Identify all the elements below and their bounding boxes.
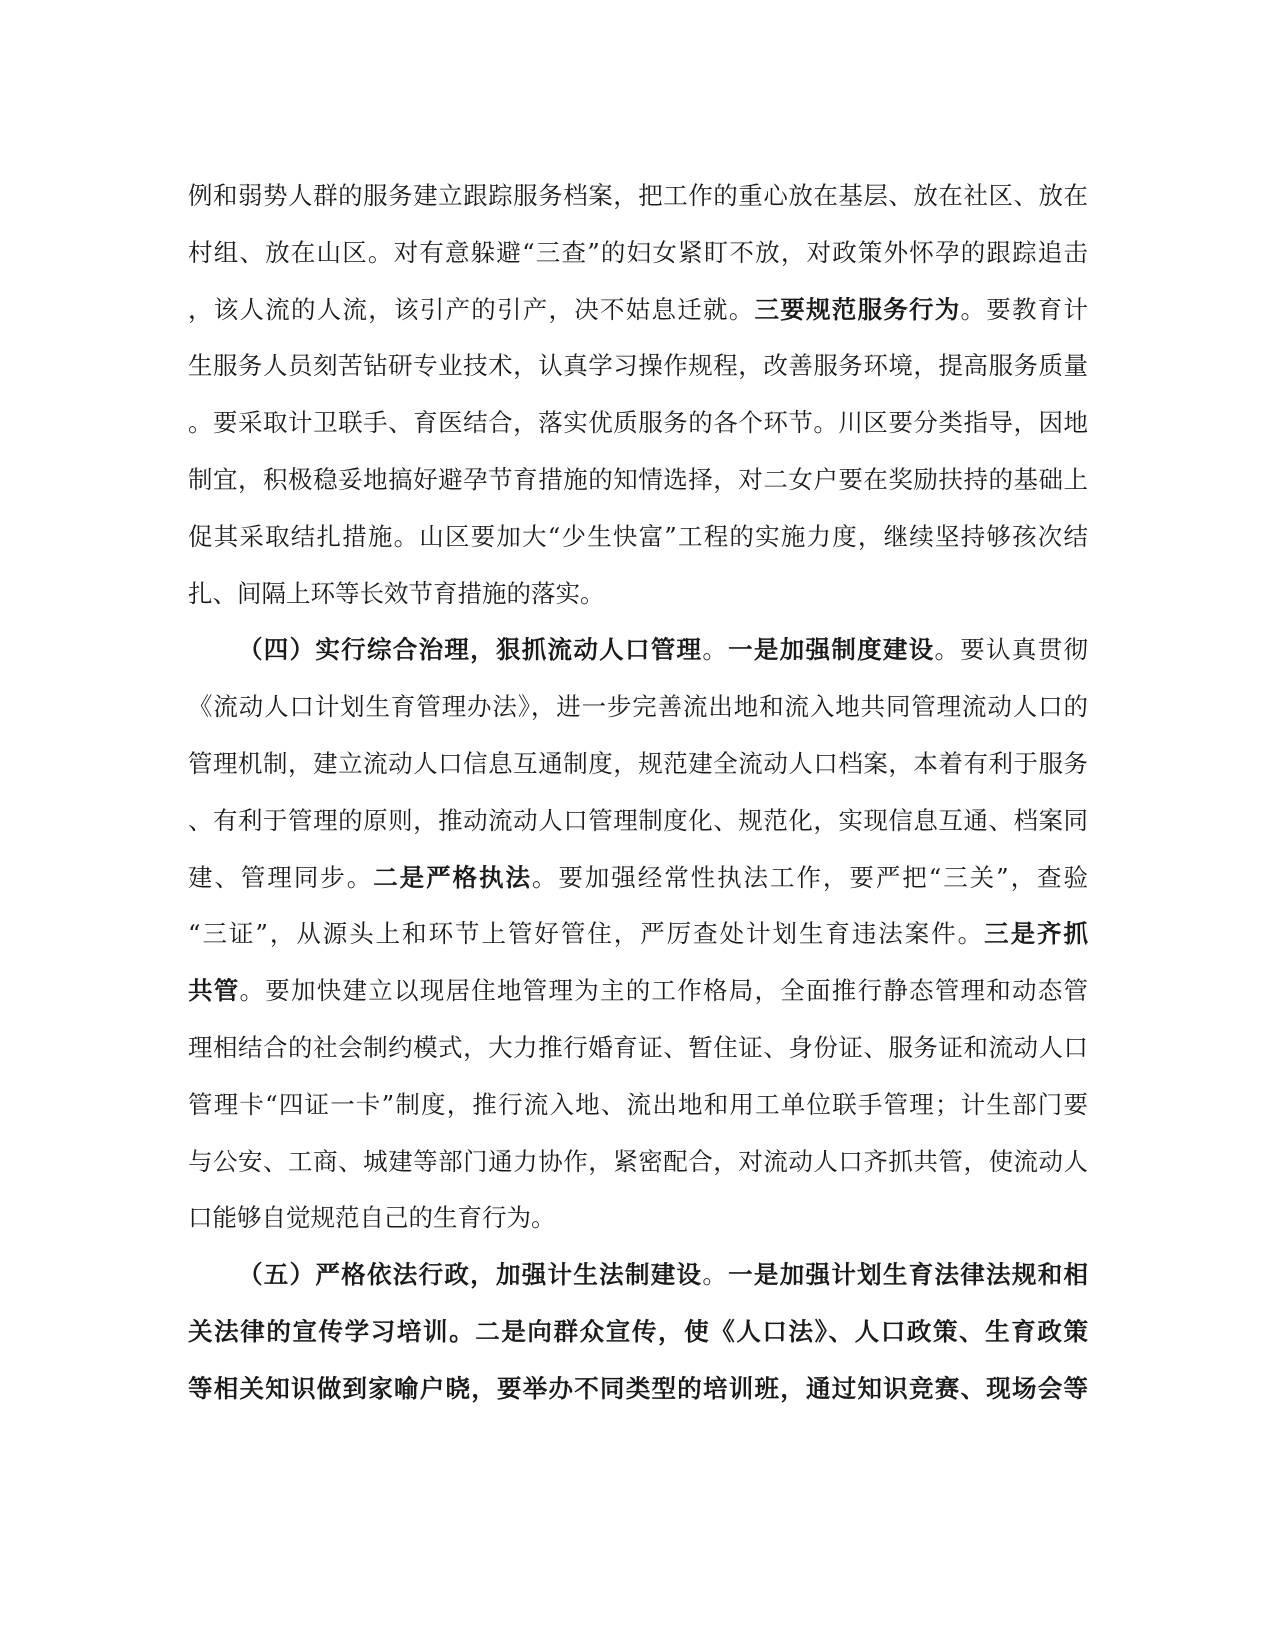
text-segment: 管理机制，建立流动人口信息互通制度，规范建全流动人口档案，本着有利于服务	[188, 748, 1088, 778]
text-segment: 理相结合的社会制约模式，大力推行婚育证、暂住证、身份证、服务证和流动人口	[188, 1032, 1088, 1062]
text-segment: 。要认真贯彻	[934, 635, 1088, 665]
text-segment: 建、管理同步。	[188, 862, 374, 892]
text-segment: “三证”，从源头上和环节上管好管住，严厉查处计划生育违法案件。	[188, 919, 985, 949]
text-line	[188, 1304, 1088, 1361]
text-segment: 扎、间隔上环等长效节育措施的落实。	[188, 578, 605, 608]
text-segment: 。	[702, 635, 729, 665]
text-segment: 口能够自觉规范自己的生育行为。	[188, 1203, 556, 1233]
text-segment: 《流动人口计划生育管理办法》，进一步完善流出地和流入地共同管理流动人口的	[188, 692, 1088, 722]
bold-text-segment: 二是严格执法	[373, 862, 532, 892]
text-line	[188, 1190, 1088, 1247]
body-text	[188, 168, 1088, 1418]
text-line	[188, 1077, 1088, 1134]
bold-text-segment: 等相关知识做到家喻户晓，要举办不同类型的培训班，通过知识竞赛、现场会等	[188, 1373, 1088, 1403]
text-line	[188, 906, 1088, 963]
bold-text-segment: 三是齐抓	[984, 919, 1088, 949]
text-line	[188, 679, 1088, 736]
bold-text-segment: 关法律的宣传学习培训。二是向群众宣传，使《人口法》、人口政策、生育政策	[188, 1316, 1088, 1346]
text-segment: 。	[702, 1260, 729, 1290]
bold-text-segment: 一是加强计划生育法律法规和相	[728, 1260, 1088, 1290]
bold-text-segment: （五）严格依法行政，加强计生法制建设	[238, 1260, 703, 1290]
paragraph-first-line	[188, 622, 1088, 679]
text-line	[188, 1361, 1088, 1418]
text-segment: 生服务人员刻苦钻研专业技术，认真学习操作规程，改善服务环境，提高服务质量	[188, 351, 1088, 381]
text-line	[188, 509, 1088, 566]
text-segment: 、有利于管理的原则，推动流动人口管理制度化、规范化，实现信息互通、档案同	[188, 805, 1088, 835]
text-segment: 。要加快建立以现居住地管理为主的工作格局，全面推行静态管理和动态管	[239, 976, 1088, 1006]
text-line	[188, 850, 1088, 907]
bold-text-segment: 共管	[188, 976, 240, 1006]
text-segment: 村组、放在山区。对有意躲避“三查”的妇女紧盯不放，对政策外怀孕的跟踪追击	[188, 237, 1088, 267]
text-line	[188, 452, 1088, 509]
text-segment: ，该人流的人流，该引产的引产，决不姑息迁就。	[188, 294, 755, 324]
text-line	[188, 395, 1088, 452]
text-line	[188, 225, 1088, 282]
text-segment: 管理卡“四证一卡”制度，推行流入地、流出地和用工单位联手管理；计生部门要	[188, 1089, 1088, 1119]
text-line	[188, 736, 1088, 793]
text-line	[188, 1020, 1088, 1077]
text-line	[188, 168, 1088, 225]
text-segment: 。要采取计卫联手、育医结合，落实优质服务的各个环节。川区要分类指导，因地	[188, 408, 1088, 438]
text-segment: 与公安、工商、城建等部门通力协作，紧密配合，对流动人口齐抓共管，使流动人	[188, 1146, 1088, 1176]
bold-text-segment: 一是加强制度建设	[728, 635, 935, 665]
text-segment: 。要加强经常性执法工作，要严把“三关”，查验	[531, 862, 1089, 892]
paragraph-first-line	[188, 1247, 1088, 1304]
text-line	[188, 282, 1088, 339]
text-segment: 。要教育计	[960, 294, 1088, 324]
bold-text-segment: 三要规范服务行为	[754, 294, 961, 324]
text-line	[188, 963, 1088, 1020]
text-segment: 例和弱势人群的服务建立跟踪服务档案，把工作的重心放在基层、放在社区、放在	[188, 181, 1088, 210]
text-line	[188, 566, 1088, 623]
text-line	[188, 1134, 1088, 1191]
text-line	[188, 338, 1088, 395]
text-segment: 促其采取结扎措施。山区要加大“少生快富”工程的实施力度，继续坚持够孩次结	[188, 521, 1088, 551]
text-line	[188, 793, 1088, 850]
bold-text-segment: （四）实行综合治理，狠抓流动人口管理	[238, 635, 703, 665]
text-segment: 制宜，积极稳妥地搞好避孕节育措施的知情选择，对二女户要在奖励扶持的基础上	[188, 464, 1088, 494]
